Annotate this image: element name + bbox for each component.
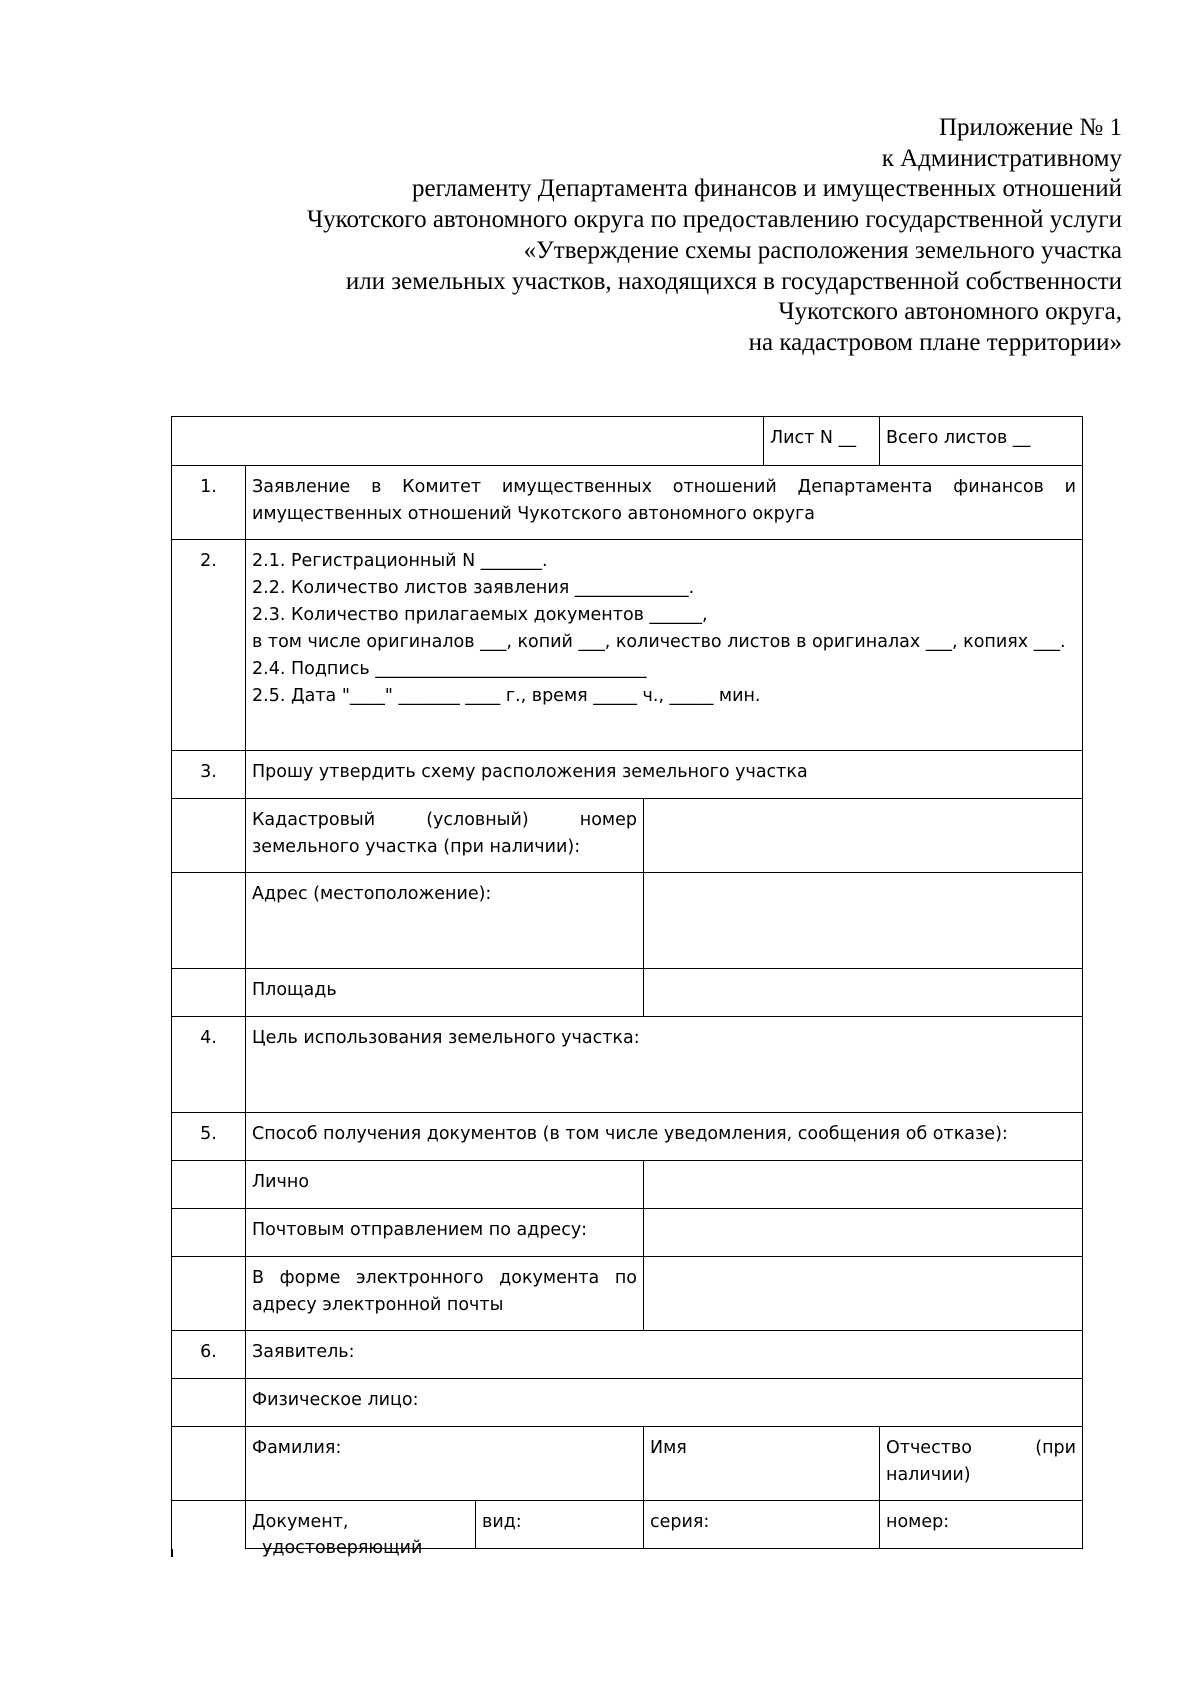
section-number: 6. xyxy=(172,1331,246,1379)
originals-copies-line: в том числе оригиналов ___, копий ___, количество листов в оригиналах ___, копиях ___. xyxy=(252,632,1066,652)
sheets-total-cell: Всего листов __ xyxy=(880,417,1083,466)
section-3-title: Прошу утвердить схему расположения земельного участка xyxy=(246,751,1083,799)
individual-row xyxy=(172,1379,1083,1427)
sheet-number-cell: Лист N __ xyxy=(764,417,880,466)
attached-docs-line: 2.3. Количество прилагаемых документов ______, xyxy=(252,605,708,625)
section-number-continuation xyxy=(172,969,246,1017)
surname-field[interactable]: Фамилия: xyxy=(246,1427,644,1501)
cadastral-number-field[interactable] xyxy=(644,799,1083,873)
section-number: 1. xyxy=(172,466,246,540)
first-name-field[interactable]: Имя xyxy=(644,1427,880,1501)
address-field[interactable] xyxy=(644,873,1083,969)
patronymic-field[interactable]: Отчество (при наличии) xyxy=(880,1427,1083,1501)
cadastral-number-row xyxy=(172,799,1083,873)
appendix-line: на кадастровом плане территории» xyxy=(748,328,1122,356)
section-3-title-row xyxy=(172,751,1083,799)
appendix-line: или земельных участков, находящихся в государственной собственности xyxy=(345,267,1122,295)
signature-line: 2.4. Подпись _______________________________ xyxy=(252,659,647,679)
section-number: 4. xyxy=(172,1017,246,1113)
section-number: 2. xyxy=(172,540,246,751)
delivery-email-field[interactable] xyxy=(644,1257,1083,1331)
section-number-continuation xyxy=(172,799,246,873)
appendix-header xyxy=(122,113,1122,359)
document-type-field[interactable]: вид: xyxy=(476,1501,644,1549)
section-number-continuation xyxy=(172,1501,246,1549)
section-4-row xyxy=(172,1017,1083,1113)
appendix-line: к Административному xyxy=(881,144,1122,172)
section-number-continuation xyxy=(172,1209,246,1257)
applicant-label: Заявитель: xyxy=(246,1331,1083,1379)
delivery-personal-row xyxy=(172,1161,1083,1209)
section-5-title: Способ получения документов (в том числе уведомления, сообщения об отказе): xyxy=(246,1113,1083,1161)
section-number: 3. xyxy=(172,751,246,799)
cut-off-text: удостоверяющий xyxy=(262,1538,423,1558)
registration-block xyxy=(246,540,1083,751)
cadastral-number-label: Кадастровый (условный) номер земельного участка (при наличии): xyxy=(246,799,644,873)
section-1-row xyxy=(172,466,1083,540)
area-field[interactable] xyxy=(644,969,1083,1017)
delivery-personal-label: Лично xyxy=(246,1161,644,1209)
registration-number-line: 2.1. Регистрационный N _______. xyxy=(252,551,548,571)
appendix-line: Приложение № 1 xyxy=(938,114,1122,141)
section-number: 5. xyxy=(172,1113,246,1161)
application-sheets-line: 2.2. Количество листов заявления _____________. xyxy=(252,578,695,598)
page-break-border-stub xyxy=(171,1549,173,1557)
appendix-line: «Утверждение схемы расположения земельного участка xyxy=(523,236,1122,264)
document-number-field[interactable]: номер: xyxy=(880,1501,1083,1549)
section-number-continuation xyxy=(172,1257,246,1331)
section-number-continuation xyxy=(172,1379,246,1427)
appendix-line: Чукотского автономного округа, xyxy=(778,298,1122,326)
document-series-field[interactable]: серия: xyxy=(644,1501,880,1549)
delivery-personal-field[interactable] xyxy=(644,1161,1083,1209)
sheet-header-row xyxy=(172,417,1083,466)
application-recipient: Заявление в Комитет имущественных отношений Департамента финансов и имущественных отношений Чукотского автономного округа xyxy=(246,466,1083,540)
area-row xyxy=(172,969,1083,1017)
section-number-continuation xyxy=(172,1161,246,1209)
date-time-line: 2.5. Дата "____" _______ ____ г., время _____ ч., _____ мин. xyxy=(252,686,761,706)
section-number-continuation xyxy=(172,1427,246,1501)
identity-document-label: Документ, xyxy=(246,1501,476,1549)
section-number-continuation xyxy=(172,873,246,969)
blank-header-cell xyxy=(172,417,764,466)
delivery-post-row xyxy=(172,1209,1083,1257)
appendix-line: регламенту Департамента финансов и имущественных отношений xyxy=(411,175,1122,203)
full-name-row xyxy=(172,1427,1083,1501)
address-row xyxy=(172,873,1083,969)
address-label: Адрес (местоположение): xyxy=(246,873,644,969)
delivery-email-row xyxy=(172,1257,1083,1331)
land-use-purpose-field[interactable]: Цель использования земельного участка: xyxy=(246,1017,1083,1113)
cut-off-text-fragment xyxy=(262,1538,423,1558)
individual-label: Физическое лицо: xyxy=(246,1379,1083,1427)
area-label: Площадь xyxy=(246,969,644,1017)
application-form-table xyxy=(171,416,1083,1549)
appendix-line: Чукотского автономного округа по предоставлению государственной услуги xyxy=(306,206,1122,234)
section-2-row xyxy=(172,540,1083,751)
section-6-title-row xyxy=(172,1331,1083,1379)
section-5-title-row xyxy=(172,1113,1083,1161)
delivery-post-label: Почтовым отправлением по адресу: xyxy=(246,1209,644,1257)
delivery-email-label: В форме электронного документа по адресу электронной почты xyxy=(246,1257,644,1331)
delivery-post-field[interactable] xyxy=(644,1209,1083,1257)
